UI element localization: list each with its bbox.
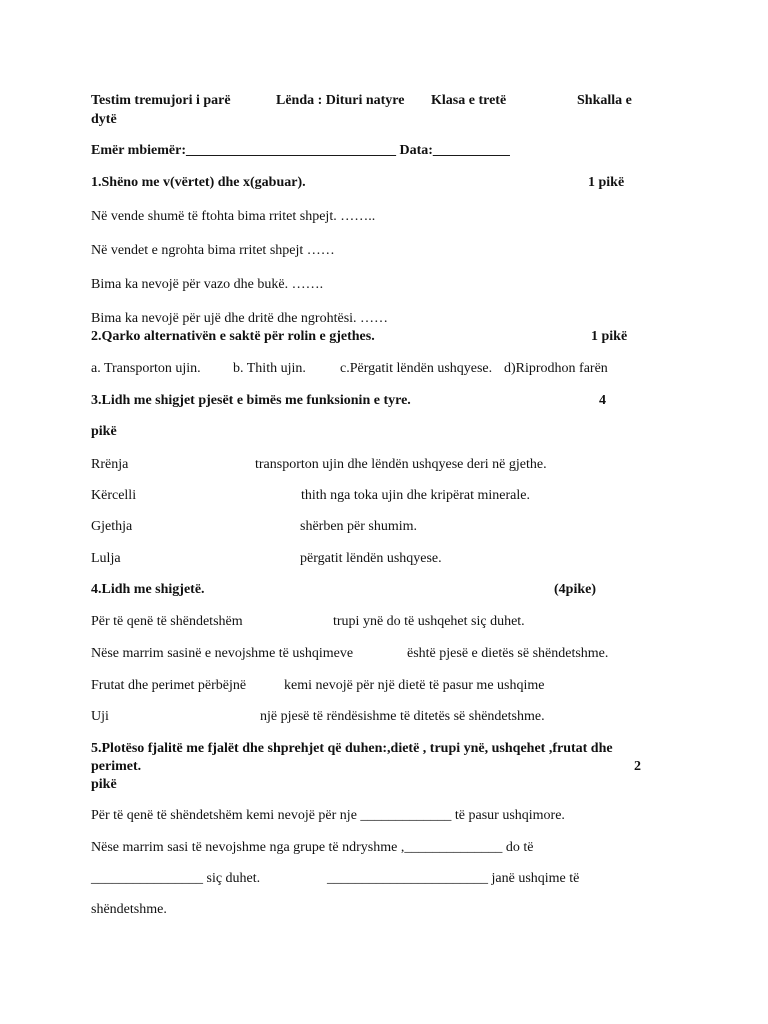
plant-part: Kërcelli (91, 488, 137, 503)
question-5-title-continued: perimet. (91, 759, 142, 774)
question-2-option-b: b. Thith ujin. (233, 361, 306, 376)
match-left-item: Për të qenë të shëndetshëm (91, 614, 243, 629)
plant-function: përgatit lëndën ushqyese. (300, 551, 442, 566)
question-2-option-a: a. Transporton ujin. (91, 361, 201, 376)
fill-in-sentence: Për të qenë të shëndetshëm kemi nevojë për nje _____________ të pasur ushqimore. (91, 808, 565, 823)
question-1-statement: Bima ka nevojë për vazo dhe bukë. ……. (91, 277, 324, 292)
question-5-title: 5.Plotëso fjalitë me fjalët dhe shprehjet që duhen:,dietë , trupi ynë, ushqehet ,frutat dhe (91, 741, 613, 756)
fill-in-sentence: Nëse marrim sasi të nevojshme nga grupe të ndryshme ,______________ do të (91, 840, 534, 855)
question-1-statement: Bima ka nevojë për ujë dhe dritë dhe ngrohtësi. …… (91, 311, 389, 326)
match-right-item: është pjesë e dietës së shëndetshme. (407, 646, 609, 661)
question-4-points: (4pike) (554, 582, 596, 597)
fill-in-sentence: shëndetshme. (91, 902, 167, 917)
test-title: Testim tremujori i parë (91, 93, 231, 108)
plant-part: Rrënja (91, 457, 129, 472)
question-1-statement: Në vende shumë të ftohta bima rritet shpejt. …….. (91, 209, 376, 224)
question-5-points-unit: pikë (91, 777, 117, 792)
question-5-points: 2 (634, 759, 641, 774)
question-3-points-unit: pikë (91, 424, 117, 439)
plant-function: shërben për shumim. (300, 519, 418, 534)
plant-function: thith nga toka ujin dhe kripërat minerale. (301, 488, 530, 503)
match-left-item: Frutat dhe perimet përbëjnë (91, 678, 247, 693)
question-1-statement: Në vendet e ngrohta bima rritet shpejt …… (91, 243, 335, 258)
question-2-option-d: d)Riprodhon farën (504, 361, 608, 376)
match-right-item: trupi ynë do të ushqehet siç duhet. (333, 614, 525, 629)
plant-part: Lulja (91, 551, 121, 566)
level-label-continued: dytë (91, 112, 117, 127)
question-2-option-c: c.Përgatit lëndën ushqyese. (340, 361, 493, 376)
plant-part: Gjethja (91, 519, 133, 534)
fill-in-sentence: ________________ siç duhet. (91, 871, 261, 886)
question-1-points: 1 pikë (588, 175, 625, 190)
level-label: Shkalla e (577, 93, 632, 108)
question-3-title: 3.Lidh me shigjet pjesët e bimës me funksionin e tyre. (91, 393, 411, 408)
match-right-item: një pjesë të rëndësishme të ditetës së shëndetshme. (260, 709, 545, 724)
plant-function: transporton ujin dhe lëndën ushqyese deri në gjethe. (255, 457, 547, 472)
question-4-title: 4.Lidh me shigjetë. (91, 582, 205, 597)
fill-in-sentence: _______________________ janë ushqime të (327, 871, 580, 886)
question-2-points: 1 pikë (591, 329, 628, 344)
subject-label: Lënda : Dituri natyre (276, 93, 405, 108)
match-left-item: Uji (91, 709, 109, 724)
class-label: Klasa e tretë (431, 93, 507, 108)
question-1-title: 1.Shëno me v(vërtet) dhe x(gabuar). (91, 175, 306, 190)
student-name-date-line: Emër mbiemër:______________________________ Data:___________ (91, 143, 510, 158)
match-right-item: kemi nevojë për një dietë të pasur me ushqime (284, 678, 545, 693)
match-left-item: Nëse marrim sasinë e nevojshme të ushqimeve (91, 646, 354, 661)
question-2-title: 2.Qarko alternativën e saktë për rolin e gjethes. (91, 329, 375, 344)
question-3-points: 4 (599, 393, 606, 408)
